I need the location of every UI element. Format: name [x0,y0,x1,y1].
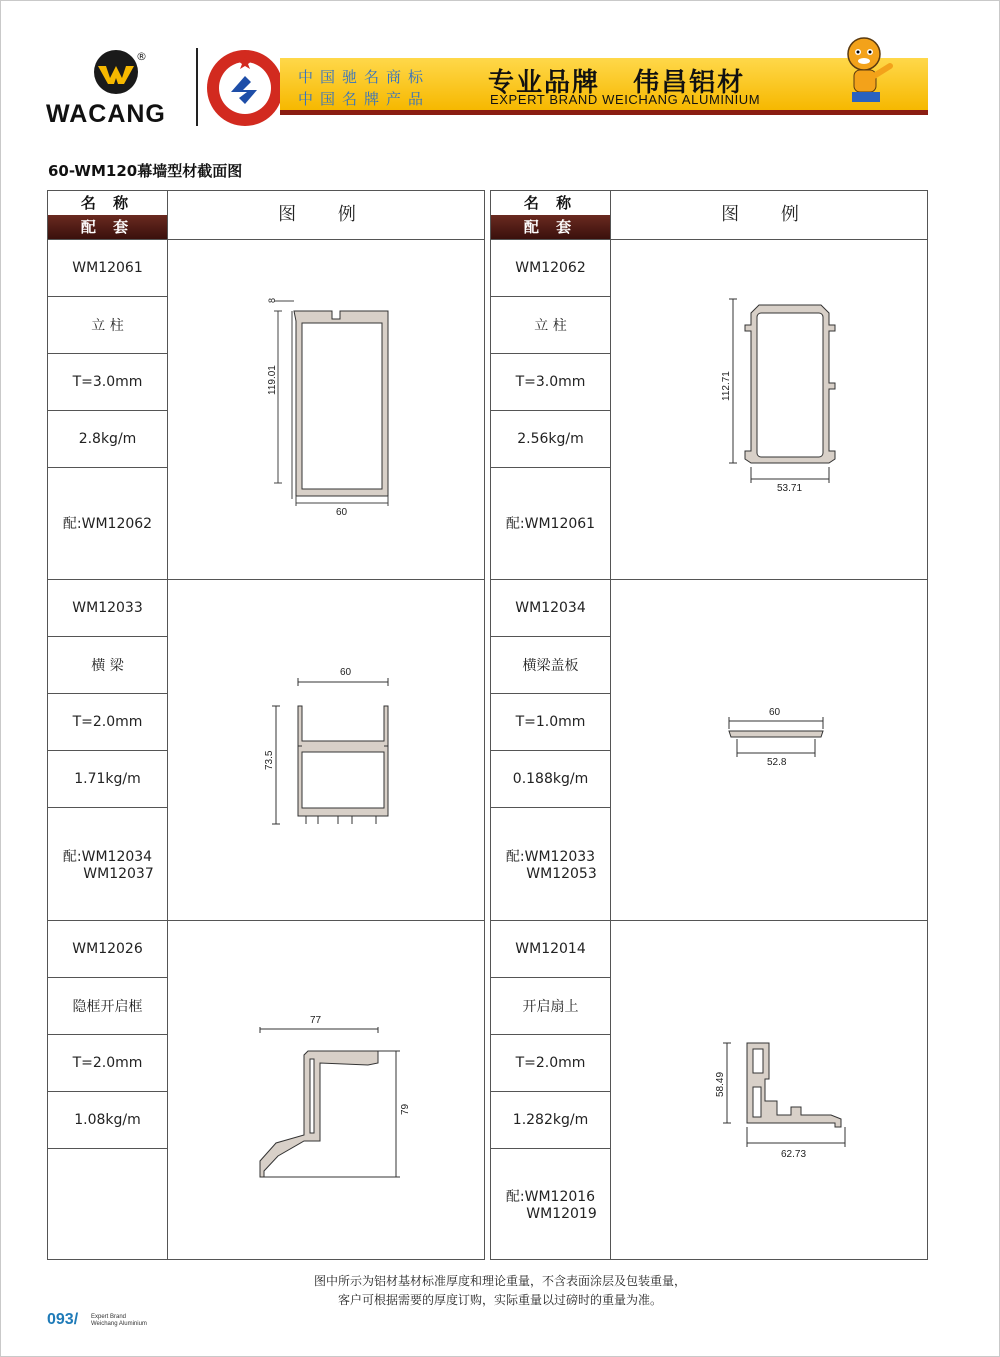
profile-type: 隐框开启框 [72,998,143,1015]
brand-name: WACANG [46,100,166,128]
china-top-brand-seal-icon [205,48,285,128]
profile-drawing-wm12026 [248,1011,418,1191]
profile-type: 开启扇上 [522,998,579,1015]
profile-type: 立 柱 [91,317,124,334]
header-match: 配 套 [491,215,610,239]
slogan-english: EXPERT BRAND WEICHANG ALUMINIUM [490,92,761,107]
match-line-1: 配:WM12016 [505,1188,596,1205]
profile-drawing-wm12014 [711,1031,861,1171]
dim-width: 53.71 [777,483,803,494]
profile-type: 横 梁 [91,657,124,674]
match-line-2: WM12053 [526,865,597,882]
profile-thickness: T=2.0mm [72,1054,143,1071]
profile-thickness: T=3.0mm [72,373,143,390]
profile-drawing-wm12062 [711,291,851,501]
page-number: 093/ [47,1311,79,1328]
dim-width: 62.73 [781,1149,807,1160]
award-line-1: 中国驰名商标 [298,68,431,86]
dim-width: 60 [336,507,348,518]
profile-match [491,807,610,920]
profile-drawing-wm12034 [721,701,831,771]
column-divider [167,191,168,1259]
profile-code: WM12033 [72,599,143,616]
profile-thickness: T=1.0mm [515,713,586,730]
page-sub-line-1: Expert Brand [91,1314,127,1320]
profile-weight: 0.188kg/m [512,770,589,787]
profile-code: WM12034 [515,599,586,616]
tiger-mascot-icon [830,32,900,112]
header-divider [196,48,198,126]
match-line-1: 配:WM12061 [505,516,596,532]
dim-width: 60 [340,667,352,678]
dim-height: 112.71 [721,371,732,401]
slogan-right: 伟昌铝材 [633,68,746,98]
profile-code: WM12026 [72,940,143,957]
page-sub-line-2: Weichang Aluminium [91,1321,147,1327]
match-line-2: WM12019 [526,1205,597,1222]
profile-code: WM12062 [515,259,586,276]
profile-thickness: T=2.0mm [72,713,143,730]
dim-inner-width: 52.8 [767,757,787,768]
profile-weight: 2.56kg/m [517,430,584,447]
dim-width: 77 [310,1015,322,1026]
profile-code: WM12014 [515,940,586,957]
dim-height: 73.5 [264,750,275,770]
dim-width: 60 [769,707,781,718]
profile-drawing-wm12033 [248,666,408,836]
dim-height: 79 [400,1103,411,1115]
match-line-1: 配:WM12033 [505,848,596,865]
page-title: 60-WM120幕墙型材截面图 [48,162,243,180]
header-figure: 图 例 [721,204,817,225]
profile-type: 立 柱 [534,317,567,334]
profile-thickness: T=3.0mm [515,373,586,390]
profile-weight: 1.282kg/m [512,1111,589,1128]
header-figure: 图 例 [278,204,374,225]
profile-match [48,467,167,579]
profile-match [491,1148,610,1259]
dim-height: 58.49 [715,1071,726,1097]
profile-match [48,1148,167,1259]
profile-table-right [490,190,928,1260]
slogan-left: 专业品牌 [488,68,601,98]
profile-match [491,467,610,579]
dim-height: 119.01 [267,365,278,395]
profile-type: 横梁盖板 [522,657,579,674]
registered-mark: ® [136,50,147,63]
header-name: 名 称 [48,191,167,216]
match-line-2: WM12037 [83,865,154,882]
profile-thickness: T=2.0mm [515,1054,586,1071]
header-name: 名 称 [491,191,610,216]
column-divider [610,191,611,1259]
match-line-1: 配:WM12062 [62,516,153,532]
profile-weight: 1.08kg/m [74,1111,141,1128]
profile-weight: 1.71kg/m [74,770,141,787]
profile-table-left [47,190,485,1260]
match-line-1: 配:WM12034 [62,848,153,865]
dim-top: 8 [267,297,277,303]
award-line-2: 中国名牌产品 [298,90,431,108]
footnote-line-2: 客户可根据需要的厚度订购，实际重量以过磅时的重量为准。 [337,1293,662,1307]
profile-code: WM12061 [72,259,143,276]
header-match: 配 套 [48,215,167,239]
profile-drawing-wm12061 [248,291,398,521]
profile-weight: 2.8kg/m [78,430,137,447]
footnote-line-1: 图中所示为铝材基材标准厚度和理论重量，不含表面涂层及包装重量， [313,1274,686,1288]
profile-match [48,807,167,920]
